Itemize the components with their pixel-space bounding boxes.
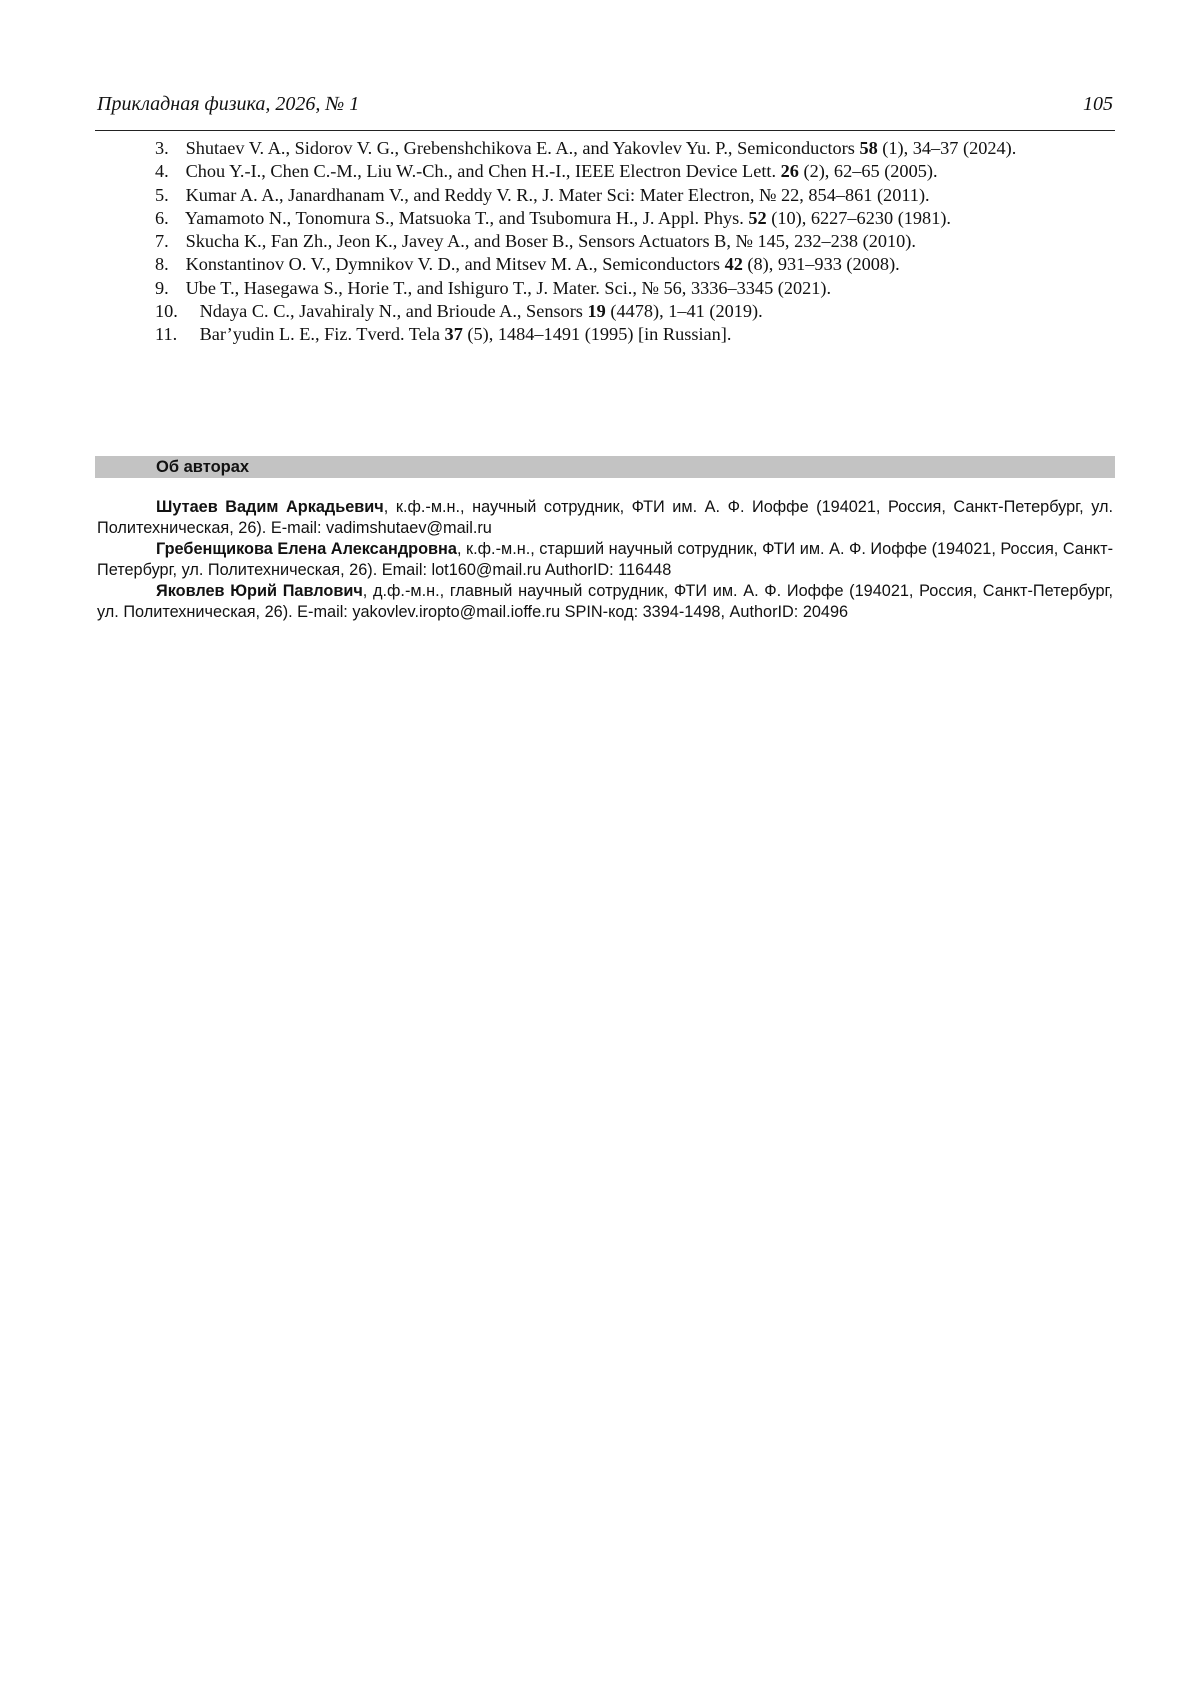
reference-text: Chou Y.-I., Chen C.-M., Liu W.-Ch., and Chen H.-I., IEEE Electron Device Lett. <box>185 161 781 182</box>
reference-volume: 52 <box>748 207 767 228</box>
reference-item <box>155 230 1113 253</box>
reference-text: Bar’yudin L. E., Fiz. Tverd. Tela <box>199 324 445 345</box>
reference-number: 9. <box>155 277 169 298</box>
reference-text: Ndaya C. C., Javahiraly N., and Brioude A., Sensors <box>199 301 588 322</box>
author-details: , к.ф.-м.н., научный сотрудник, ФТИ им. А. Ф. Иоффе (194021, Россия, Санкт-Петербург, ул. Политехническая, 26). E-mail: vadimshutaev@mail.ru <box>97 498 1113 537</box>
running-header <box>95 90 1115 131</box>
reference-item <box>155 253 1113 276</box>
reference-text: Shutaev V. A., Sidorov V. G., Grebenshchikova E. A., and Yakovlev Yu. P., Semiconductors <box>185 138 860 158</box>
reference-text: Yamamoto N., Tonomura S., Matsuoka T., and Tsubomura H., J. Appl. Phys. <box>184 207 749 228</box>
reference-volume: 26 <box>780 161 799 182</box>
reference-number: 6. <box>155 207 169 228</box>
reference-text-tail: (4478), 1–41 (2019). <box>605 301 763 322</box>
reference-item <box>155 207 1113 230</box>
reference-number: 4. <box>155 161 169 182</box>
author-details: , к.ф.-м.н., старший научный сотрудник, ФТИ им. А. Ф. Иоффе (194021, Россия, Санкт-Петербург, ул. Политехническая, 26). Email: lot160@mail.ru AuthorID: 116448 <box>97 540 1113 579</box>
author-details: , д.ф.-м.н., главный научный сотрудник, ФТИ им. А. Ф. Иоффе (194021, Россия, Санкт-Петербург, ул. Политехническая, 26). E-mail: yakovlev.iropto@mail.ioffe.ru SPIN-код: 3394-1498, AuthorID: 20496 <box>97 582 1113 621</box>
reference-volume: 37 <box>444 324 463 345</box>
reference-number: 5. <box>155 184 169 205</box>
reference-text-tail: (1), 34–37 (2024). <box>877 138 1017 158</box>
reference-item <box>155 184 1113 207</box>
author-entry <box>97 581 1113 623</box>
reference-text-tail: (10), 6227–6230 (1981). <box>766 207 951 228</box>
reference-text-tail: (5), 1484–1491 (1995) [in Russian]. <box>462 324 732 345</box>
reference-text: Konstantinov O. V., Dymnikov V. D., and Mitsev M. A., Semiconductors <box>185 254 725 275</box>
reference-item <box>155 323 1113 346</box>
author-name: Шутаев Вадим Аркадьевич <box>156 498 384 516</box>
reference-volume: 42 <box>724 254 743 275</box>
reference-list <box>155 137 1113 347</box>
reference-item <box>155 277 1113 300</box>
reference-text-tail: (8), 931–933 (2008). <box>742 254 900 275</box>
reference-text: Skucha K., Fan Zh., Jeon K., Javey A., and Boser B., Sensors Actuators B, № 145, 232–238 (2010). <box>185 231 916 252</box>
author-list <box>97 497 1113 623</box>
reference-number: 11. <box>155 324 178 345</box>
reference-text: Ube T., Hasegawa S., Horie T., and Ishiguro T., J. Mater. Sci., № 56, 3336–3345 (2021). <box>185 277 832 298</box>
page-number: 105 <box>1083 93 1113 115</box>
journal-title: Прикладная физика, 2026, № 1 <box>97 93 360 115</box>
reference-number: 10. <box>155 301 178 322</box>
reference-volume: 19 <box>587 301 606 322</box>
section-title: Об авторах <box>156 458 250 476</box>
reference-text: Kumar A. A., Janardhanam V., and Reddy V. R., J. Mater Sci: Mater Electron, № 22, 854–861 (2011). <box>185 184 930 205</box>
author-name: Гребенщикова Елена Александровна <box>156 540 457 558</box>
reference-number: 7. <box>155 231 169 252</box>
reference-item <box>155 300 1113 323</box>
reference-item <box>155 137 1113 160</box>
author-name: Яковлев Юрий Павлович <box>156 582 363 600</box>
reference-text-tail: (2), 62–65 (2005). <box>798 161 938 182</box>
reference-item <box>155 160 1113 183</box>
about-authors-heading-bar <box>95 456 1115 478</box>
author-entry <box>97 539 1113 581</box>
reference-number: 8. <box>155 254 169 275</box>
author-entry <box>97 497 1113 539</box>
reference-number: 3. <box>155 138 169 158</box>
reference-volume: 58 <box>859 138 878 158</box>
